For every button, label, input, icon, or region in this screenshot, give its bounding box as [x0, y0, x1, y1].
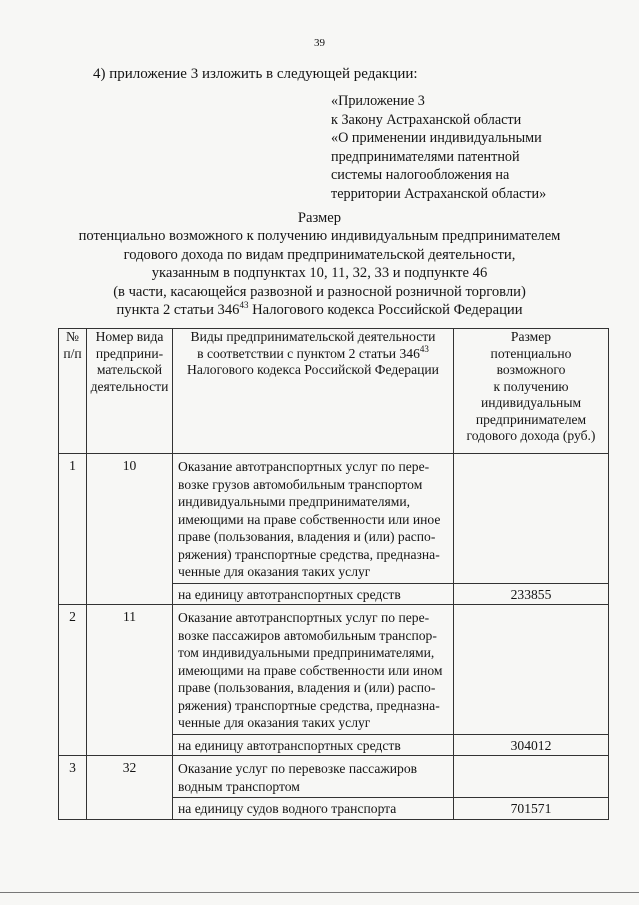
superscript: 43 — [419, 343, 429, 354]
activity-description — [173, 756, 454, 798]
header-text: мательской — [96, 362, 163, 377]
superscript: 43 — [239, 300, 249, 311]
header-text: предприни- — [95, 345, 164, 361]
header-text: № — [66, 329, 79, 344]
appendix-line: предпринимателями патентной — [331, 148, 520, 165]
activity-description — [173, 454, 454, 584]
appendix-line: «О применении индивидуальными — [331, 130, 542, 147]
description-line: имеющими на праве собственности или ином — [178, 662, 443, 678]
header-income-size — [454, 329, 609, 454]
header-text: Номер вида — [95, 329, 164, 344]
appendix-line: «Приложение 3 — [331, 93, 425, 109]
header-number — [59, 329, 87, 454]
title-line: Размер — [297, 210, 342, 226]
page-bottom-edge — [0, 892, 639, 893]
income-amount: 304012 — [454, 734, 609, 756]
header-text: годового дохода (руб.) — [466, 428, 596, 443]
description-line: Оказание автотранспортных услуг по пере- — [178, 459, 430, 474]
description-line: имеющими на праве собственности или иное — [178, 511, 441, 527]
document-title — [0, 209, 639, 319]
row-number: 1 — [59, 454, 87, 605]
header-activity-types — [173, 329, 454, 454]
income-amount: 233855 — [454, 583, 609, 605]
page-number: 39 — [314, 37, 325, 49]
description-line: праве (пользования, владения и (или) распо- — [178, 680, 436, 695]
description-line: водным транспортом — [178, 778, 300, 794]
appendix-header — [331, 92, 611, 204]
empty-cell — [454, 605, 609, 735]
appendix-line: системы налогообложения на — [331, 167, 510, 184]
amendment-intro: 4) приложение 3 изложить в следующей редакции: — [93, 66, 418, 82]
header-text: потенциально — [490, 345, 572, 361]
income-table — [58, 328, 609, 820]
header-text: деятельности — [90, 378, 169, 394]
description-line: том индивидуальными предпринимателями, — [178, 645, 435, 660]
header-text: Размер — [510, 329, 552, 344]
appendix-line: к Закону Астраханской области — [331, 111, 522, 128]
unit-label: на единицу автотранспортных средств — [173, 583, 454, 605]
income-amount: 701571 — [454, 798, 609, 820]
description-line: Оказание автотранспортных услуг по пере- — [178, 610, 430, 625]
description-line: возке пассажиров автомобильным транспор- — [178, 627, 437, 643]
table-row — [59, 454, 609, 584]
unit-label: на единицу автотранспортных средств — [173, 734, 454, 756]
header-text: к получению — [493, 378, 569, 394]
title-line: годового дохода по видам предпринимательской деятельности, — [123, 246, 516, 263]
header-text: предпринимателем — [475, 411, 587, 427]
title-text: пункта 2 статьи 346 — [116, 302, 240, 319]
description-line: ряжения) транспортные средства, предназна- — [178, 697, 440, 713]
empty-cell — [454, 454, 609, 584]
header-text — [173, 343, 453, 363]
description-line: ряжения) транспортные средства, предназна- — [178, 546, 440, 562]
header-text: в соответствии с пунктом 2 статьи 346 — [197, 345, 420, 361]
activity-description — [173, 605, 454, 735]
activity-kind-number: 11 — [87, 605, 173, 756]
row-number: 2 — [59, 605, 87, 756]
header-text: индивидуальным — [480, 395, 582, 410]
activity-kind-number: 32 — [87, 756, 173, 820]
description-line: ченные для оказания таких услуг — [178, 715, 371, 730]
table-row — [59, 605, 609, 735]
row-number: 3 — [59, 756, 87, 820]
description-line: возке грузов автомобильным транспортом — [178, 476, 423, 492]
empty-cell — [454, 756, 609, 798]
table-header-row — [59, 329, 609, 454]
description-line: индивидуальными предпринимателями, — [178, 494, 411, 509]
header-text: возможного — [496, 362, 566, 377]
title-line — [0, 301, 639, 319]
description-line: ченные для оказания таких услуг — [178, 564, 371, 579]
header-text: п/п — [63, 345, 82, 361]
activity-kind-number: 10 — [87, 454, 173, 605]
header-activity-kind — [87, 329, 173, 454]
title-line: потенциально возможного к получению индивидуальным предпринимателем — [78, 228, 561, 245]
appendix-line: территории Астраханской области» — [331, 185, 547, 202]
header-text: Налогового кодекса Российской Федерации — [187, 362, 439, 377]
header-text: Виды предпринимательской деятельности — [190, 329, 436, 344]
description-line: Оказание услуг по перевозке пассажиров — [178, 761, 418, 776]
description-line: праве (пользования, владения и (или) распо- — [178, 529, 436, 544]
title-line: указанным в подпунктах 10, 11, 32, 33 и подпункте 46 — [151, 265, 488, 282]
title-text: Налогового кодекса Российской Федерации — [248, 302, 523, 319]
table-row — [59, 756, 609, 798]
title-line: (в части, касающейся развозной и разносной розничной торговли) — [113, 283, 526, 300]
unit-label: на единицу судов водного транспорта — [173, 798, 454, 820]
